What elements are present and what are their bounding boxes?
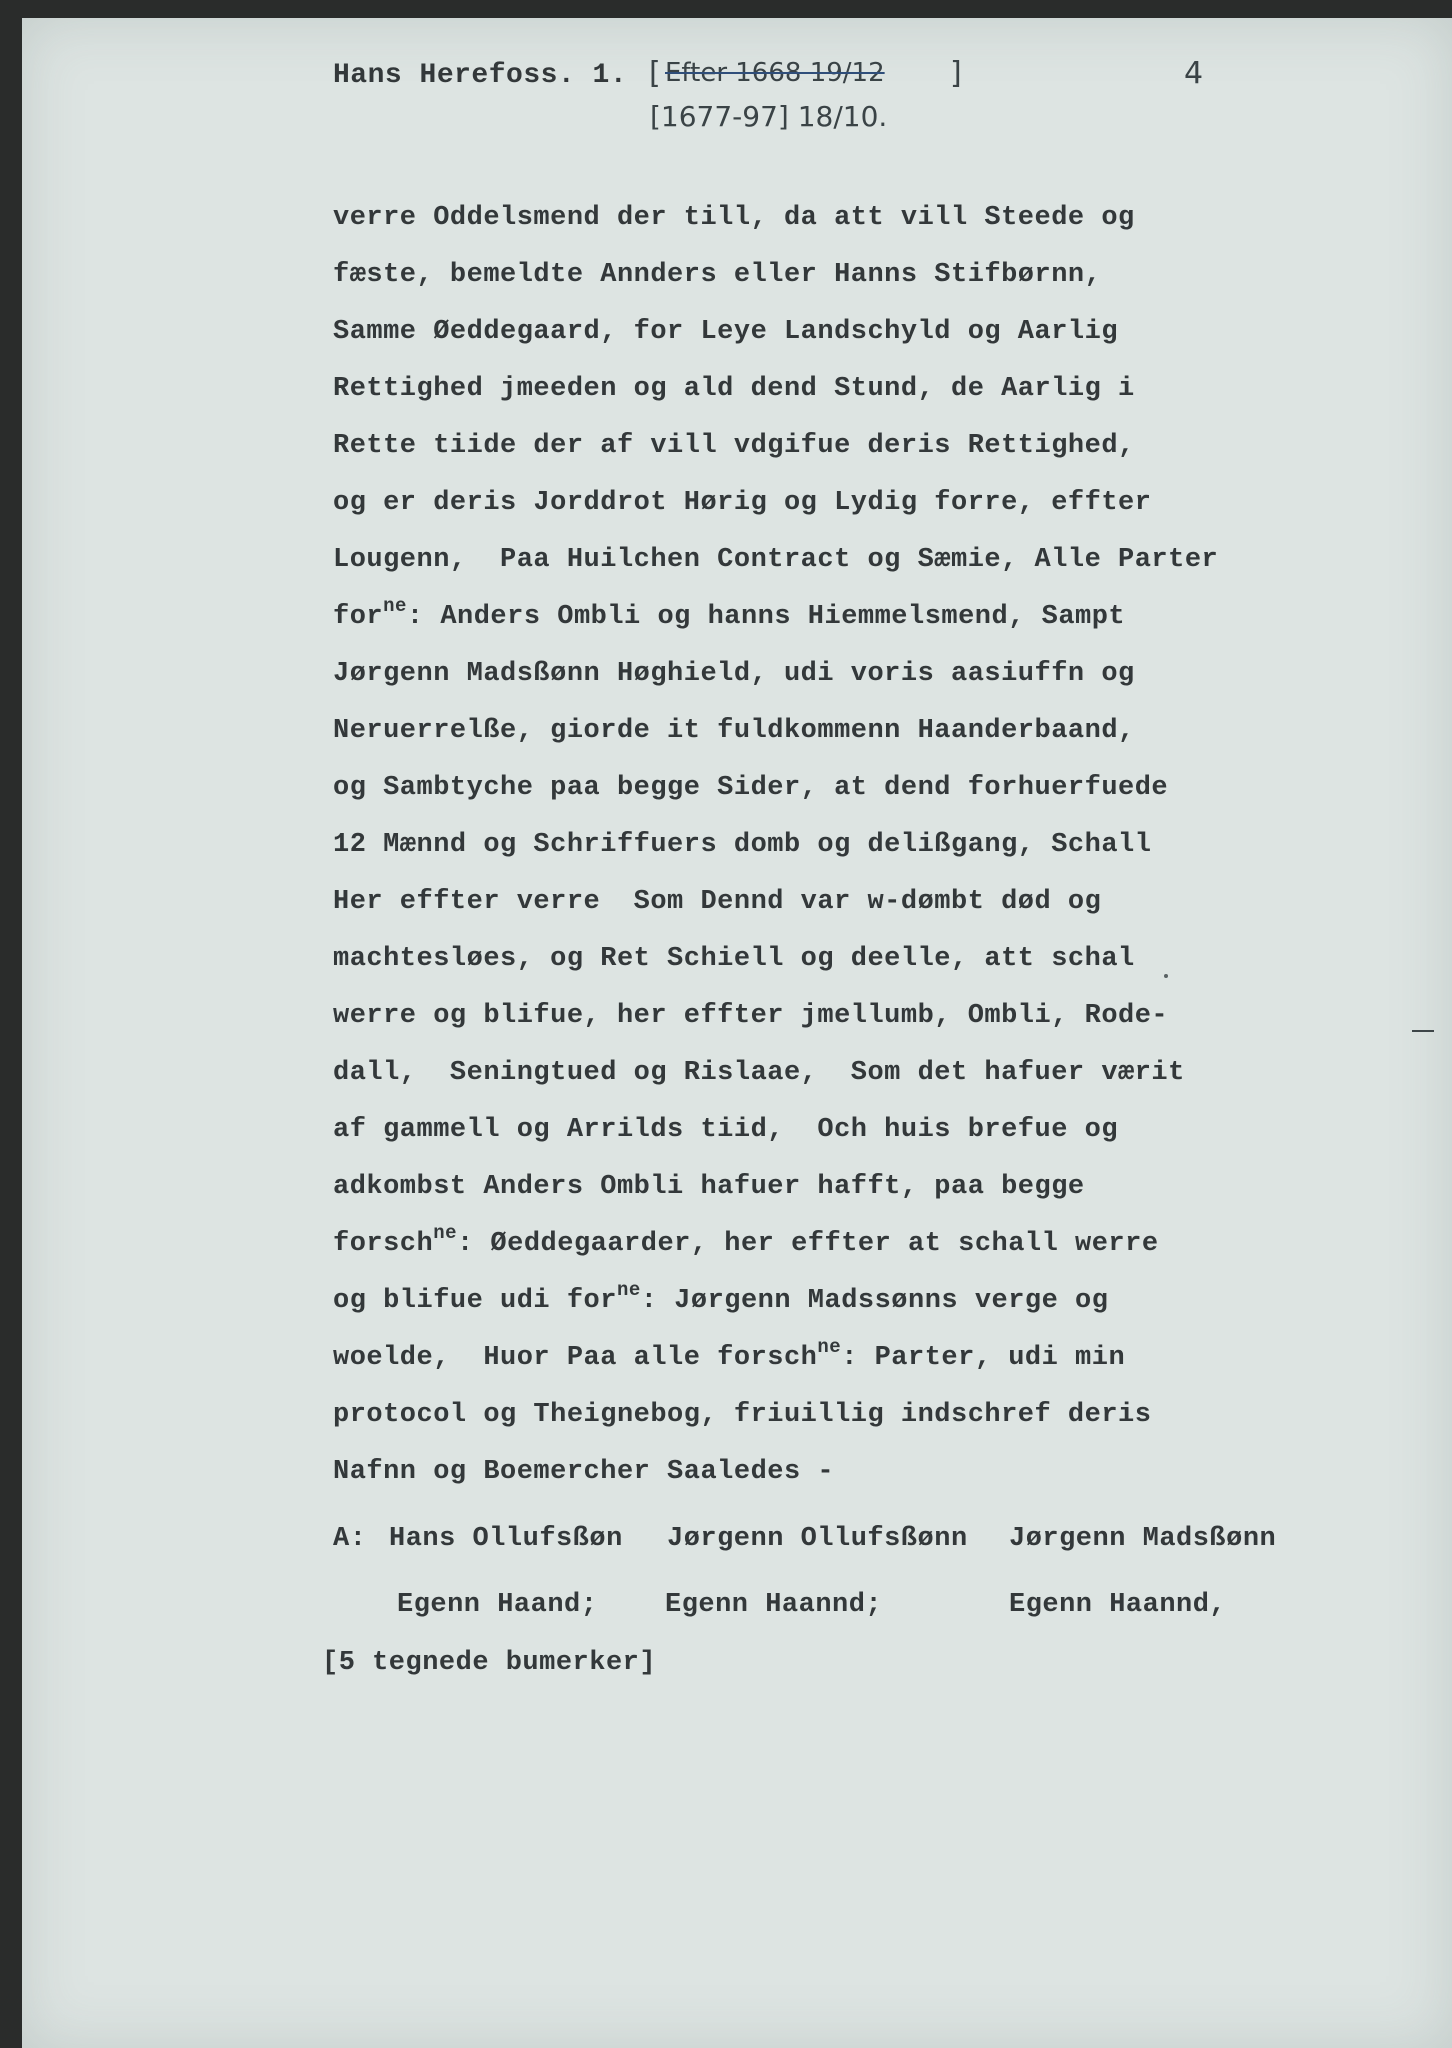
body-line: Her effter verre Som Dennd var w-dømbt død og bbox=[333, 887, 1102, 917]
signature-prefix: A: bbox=[333, 1524, 367, 1554]
body-line: Jørgenn Madsßønn Høghield, udi voris aasiuffn og bbox=[333, 659, 1135, 689]
body-line: werre og blifue, her effter jmellumb, Ombli, Rode- bbox=[333, 1001, 1169, 1031]
document-page bbox=[22, 18, 1452, 2048]
signature-name: Jørgenn Ollufsßønn bbox=[667, 1524, 968, 1554]
header-name: Hans Herefoss. 1. bbox=[333, 60, 628, 91]
body-line: og er deris Jorddrot Hørig og Lydig forre, effter bbox=[333, 488, 1152, 518]
footer-note: [5 tegnede bumerker] bbox=[322, 1648, 657, 1678]
signature-hand: Egenn Haannd, bbox=[1009, 1590, 1227, 1620]
body-line: Rette tiide der af vill vdgifue deris Rettighed, bbox=[333, 431, 1135, 461]
body-line: fæste, bemeldte Annders eller Hanns Stifbørnn, bbox=[333, 260, 1102, 290]
body-line: adkombst Anders Ombli hafuer hafft, paa begge bbox=[333, 1172, 1085, 1202]
body-line: verre Oddelsmend der till, da att vill Steede og bbox=[333, 203, 1135, 233]
body-line: og blifue udi for$^{ne}$: Jørgenn Madssønns verge og bbox=[333, 1279, 1109, 1316]
body-line: og Sambtyche paa begge Sider, at dend forhuerfuede bbox=[333, 773, 1169, 803]
signature-name: Jørgenn Madsßønn bbox=[1009, 1524, 1277, 1554]
body-line: dall, Seningtued og Rislaae, Som det hafuer værit bbox=[333, 1058, 1185, 1088]
body-line: woelde, Huor Paa alle forsch$^{ne}$: Parter, udi min bbox=[333, 1336, 1126, 1373]
page-number: 4 bbox=[1184, 56, 1204, 91]
body-line: Nafnn og Boemercher Saaledes - bbox=[333, 1457, 835, 1487]
body-line: Samme Øeddegaard, for Leye Landschyld og Aarlig bbox=[333, 317, 1119, 347]
body-line: protocol og Theignebog, friuillig indschref deris bbox=[333, 1400, 1152, 1430]
body-line: Rettighed jmeeden og ald dend Stund, de Aarlig i bbox=[333, 374, 1135, 404]
body-line: for$^{ne}$: Anders Ombli og hanns Hiemmelsmend, Sampt bbox=[333, 595, 1126, 632]
body-line: Neruerrelße, giorde it fuldkommenn Haanderbaand, bbox=[333, 716, 1135, 746]
header-bracket-close: ] bbox=[950, 56, 962, 91]
signature-hand: Egenn Haand; bbox=[397, 1590, 598, 1620]
signature-name: Hans Ollufsßøn bbox=[389, 1524, 623, 1554]
body-line: machtesløes, og Ret Schiell og deelle, att schal bbox=[333, 944, 1135, 974]
signature-hand: Egenn Haannd; bbox=[665, 1590, 883, 1620]
body-line: 12 Mænnd og Schriffuers domb og delißgang, Schall bbox=[333, 830, 1152, 860]
body-line: Lougenn, Paa Huilchen Contract og Sæmie, Alle Parter bbox=[333, 545, 1219, 575]
header-bracket-open: [ bbox=[649, 56, 661, 91]
header-struck-date: Efter 1668 19/12 bbox=[665, 58, 885, 88]
header-date-range: [1677-97] 18/10. bbox=[650, 100, 888, 133]
body-line: forsch$^{ne}$: Øeddegaarder, her effter at schall werre bbox=[333, 1222, 1159, 1259]
stray-dot-mark bbox=[1164, 974, 1168, 978]
margin-dash-mark bbox=[1412, 1030, 1434, 1032]
body-line: af gammell og Arrilds tiid, Och huis brefue og bbox=[333, 1115, 1119, 1145]
